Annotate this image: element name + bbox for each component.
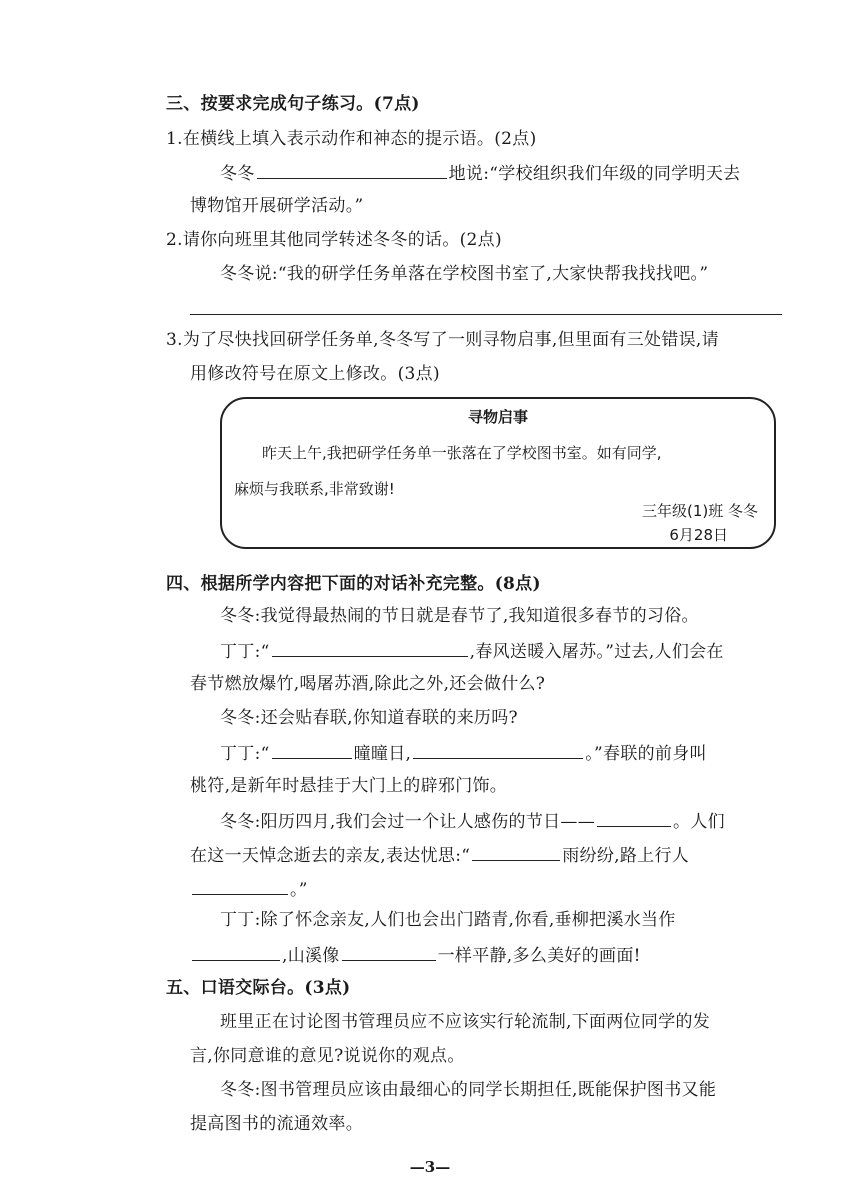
dialogue-line-9 [190,876,820,902]
dialogue-text: 。”春联的前身叫 [585,744,707,764]
answer-line-full[interactable] [190,314,782,315]
question-2-title: 2.请你向班里其他同学转述冬冬的话。(2点) [166,230,502,250]
question-1-text-line2: 博物馆开展研学活动。” [190,196,364,216]
question-2-quote: 冬冬说:“我的研学任务单落在学校图书室了,大家快帮我找找吧。” [220,264,709,284]
question-1-title: 1.在横线上填入表示动作和神态的提示语。(2点) [166,129,537,149]
section-5-para1-line1: 班里正在讨论图书管理员应不应该实行轮流制,下面两位同学的发 [220,1012,711,1032]
question-1-line [220,160,820,186]
section-4-title: 四、根据所学内容把下面的对话补充完整。(8点) [166,574,541,594]
dialogue-text: 曈曈日, [353,744,412,764]
question-3-title-line1: 3.为了尽快找回研学任务单,冬冬写了一则寻物启事,但里面有三处错误,请 [166,330,719,350]
question-3-title-line2: 用修改符号在原文上修改。(3点) [190,364,440,384]
section-5-para2-line2: 提高图书的流通效率。 [190,1114,363,1134]
answer-blank-1[interactable] [257,160,447,179]
section-5-para1-line2: 言,你同意谁的意见?说说你的观点。 [190,1046,465,1066]
dialogue-text: ,山溪像 [282,946,340,966]
dialogue-line-1: 冬冬:我觉得最热闹的节日就是春节了,我知道很多春节的习俗。 [220,606,699,626]
notice-body-line2: 麻烦与我联系,非常致谢! [234,480,395,498]
dialogue-text: 丁丁:“ [220,642,270,662]
notice-body-line1: 昨天上午,我把研学任务单一张落在了学校图书室。如有同学, [262,444,662,462]
section-3-title: 三、按要求完成句子练习。(7点) [166,94,420,114]
answer-blank-5[interactable] [597,808,671,827]
dialogue-text: ,春风送暖入屠苏。”过去,人们会在 [469,642,724,662]
answer-blank-9[interactable] [342,942,436,961]
question-1-text: 地说:“学校组织我们年级的同学明天去 [448,164,741,184]
notice-heading: 寻物启事 [467,408,528,426]
answer-blank-3[interactable] [272,740,352,759]
answer-blank-6[interactable] [472,842,560,861]
answer-blank-7[interactable] [192,876,288,895]
dialogue-text: 丁丁:“ [220,744,270,764]
dialogue-line-7 [220,808,820,834]
section-5-para2-line1: 冬冬:图书管理员应该由最细心的同学长期担任,既能保护图书又能 [220,1080,717,1100]
notice-date: 6月28日 [669,526,728,544]
dialogue-line-10: 丁丁:除了怀念亲友,人们也会出门踏青,你看,垂柳把溪水当作 [220,910,676,930]
dialogue-text: 一样平静,多么美好的画面! [437,946,641,966]
dialogue-line-4: 冬冬:还会贴春联,你知道春联的来历吗? [220,708,518,728]
answer-blank-2[interactable] [272,638,468,657]
dialogue-line-8 [190,842,820,868]
dialogue-line-3: 春节燃放爆竹,喝屠苏酒,除此之外,还会做什么? [190,674,546,694]
dialogue-text: 在这一天悼念逝去的亲友,表达忧思:“ [190,846,471,866]
dialogue-text: 。” [290,880,308,900]
answer-blank-8[interactable] [192,942,280,961]
speaker-name: 冬冬 [220,164,255,184]
notice-signature: 三年级(1)班 冬冬 [641,502,758,520]
dialogue-line-5 [220,740,820,766]
dialogue-text: 雨纷纷,路上行人 [562,846,690,866]
page-number: —3— [409,1158,451,1176]
section-5-title: 五、口语交际台。(3点) [166,978,351,998]
dialogue-line-2 [220,638,820,664]
dialogue-text: 。人们 [673,812,725,832]
answer-blank-4[interactable] [413,740,583,759]
dialogue-line-11 [190,942,820,968]
dialogue-text: 冬冬:阳历四月,我们会过一个让人感伤的节日—— [220,812,596,832]
lost-item-notice [220,397,776,549]
dialogue-line-6: 桃符,是新年时悬挂于大门上的辟邪门饰。 [190,776,508,796]
